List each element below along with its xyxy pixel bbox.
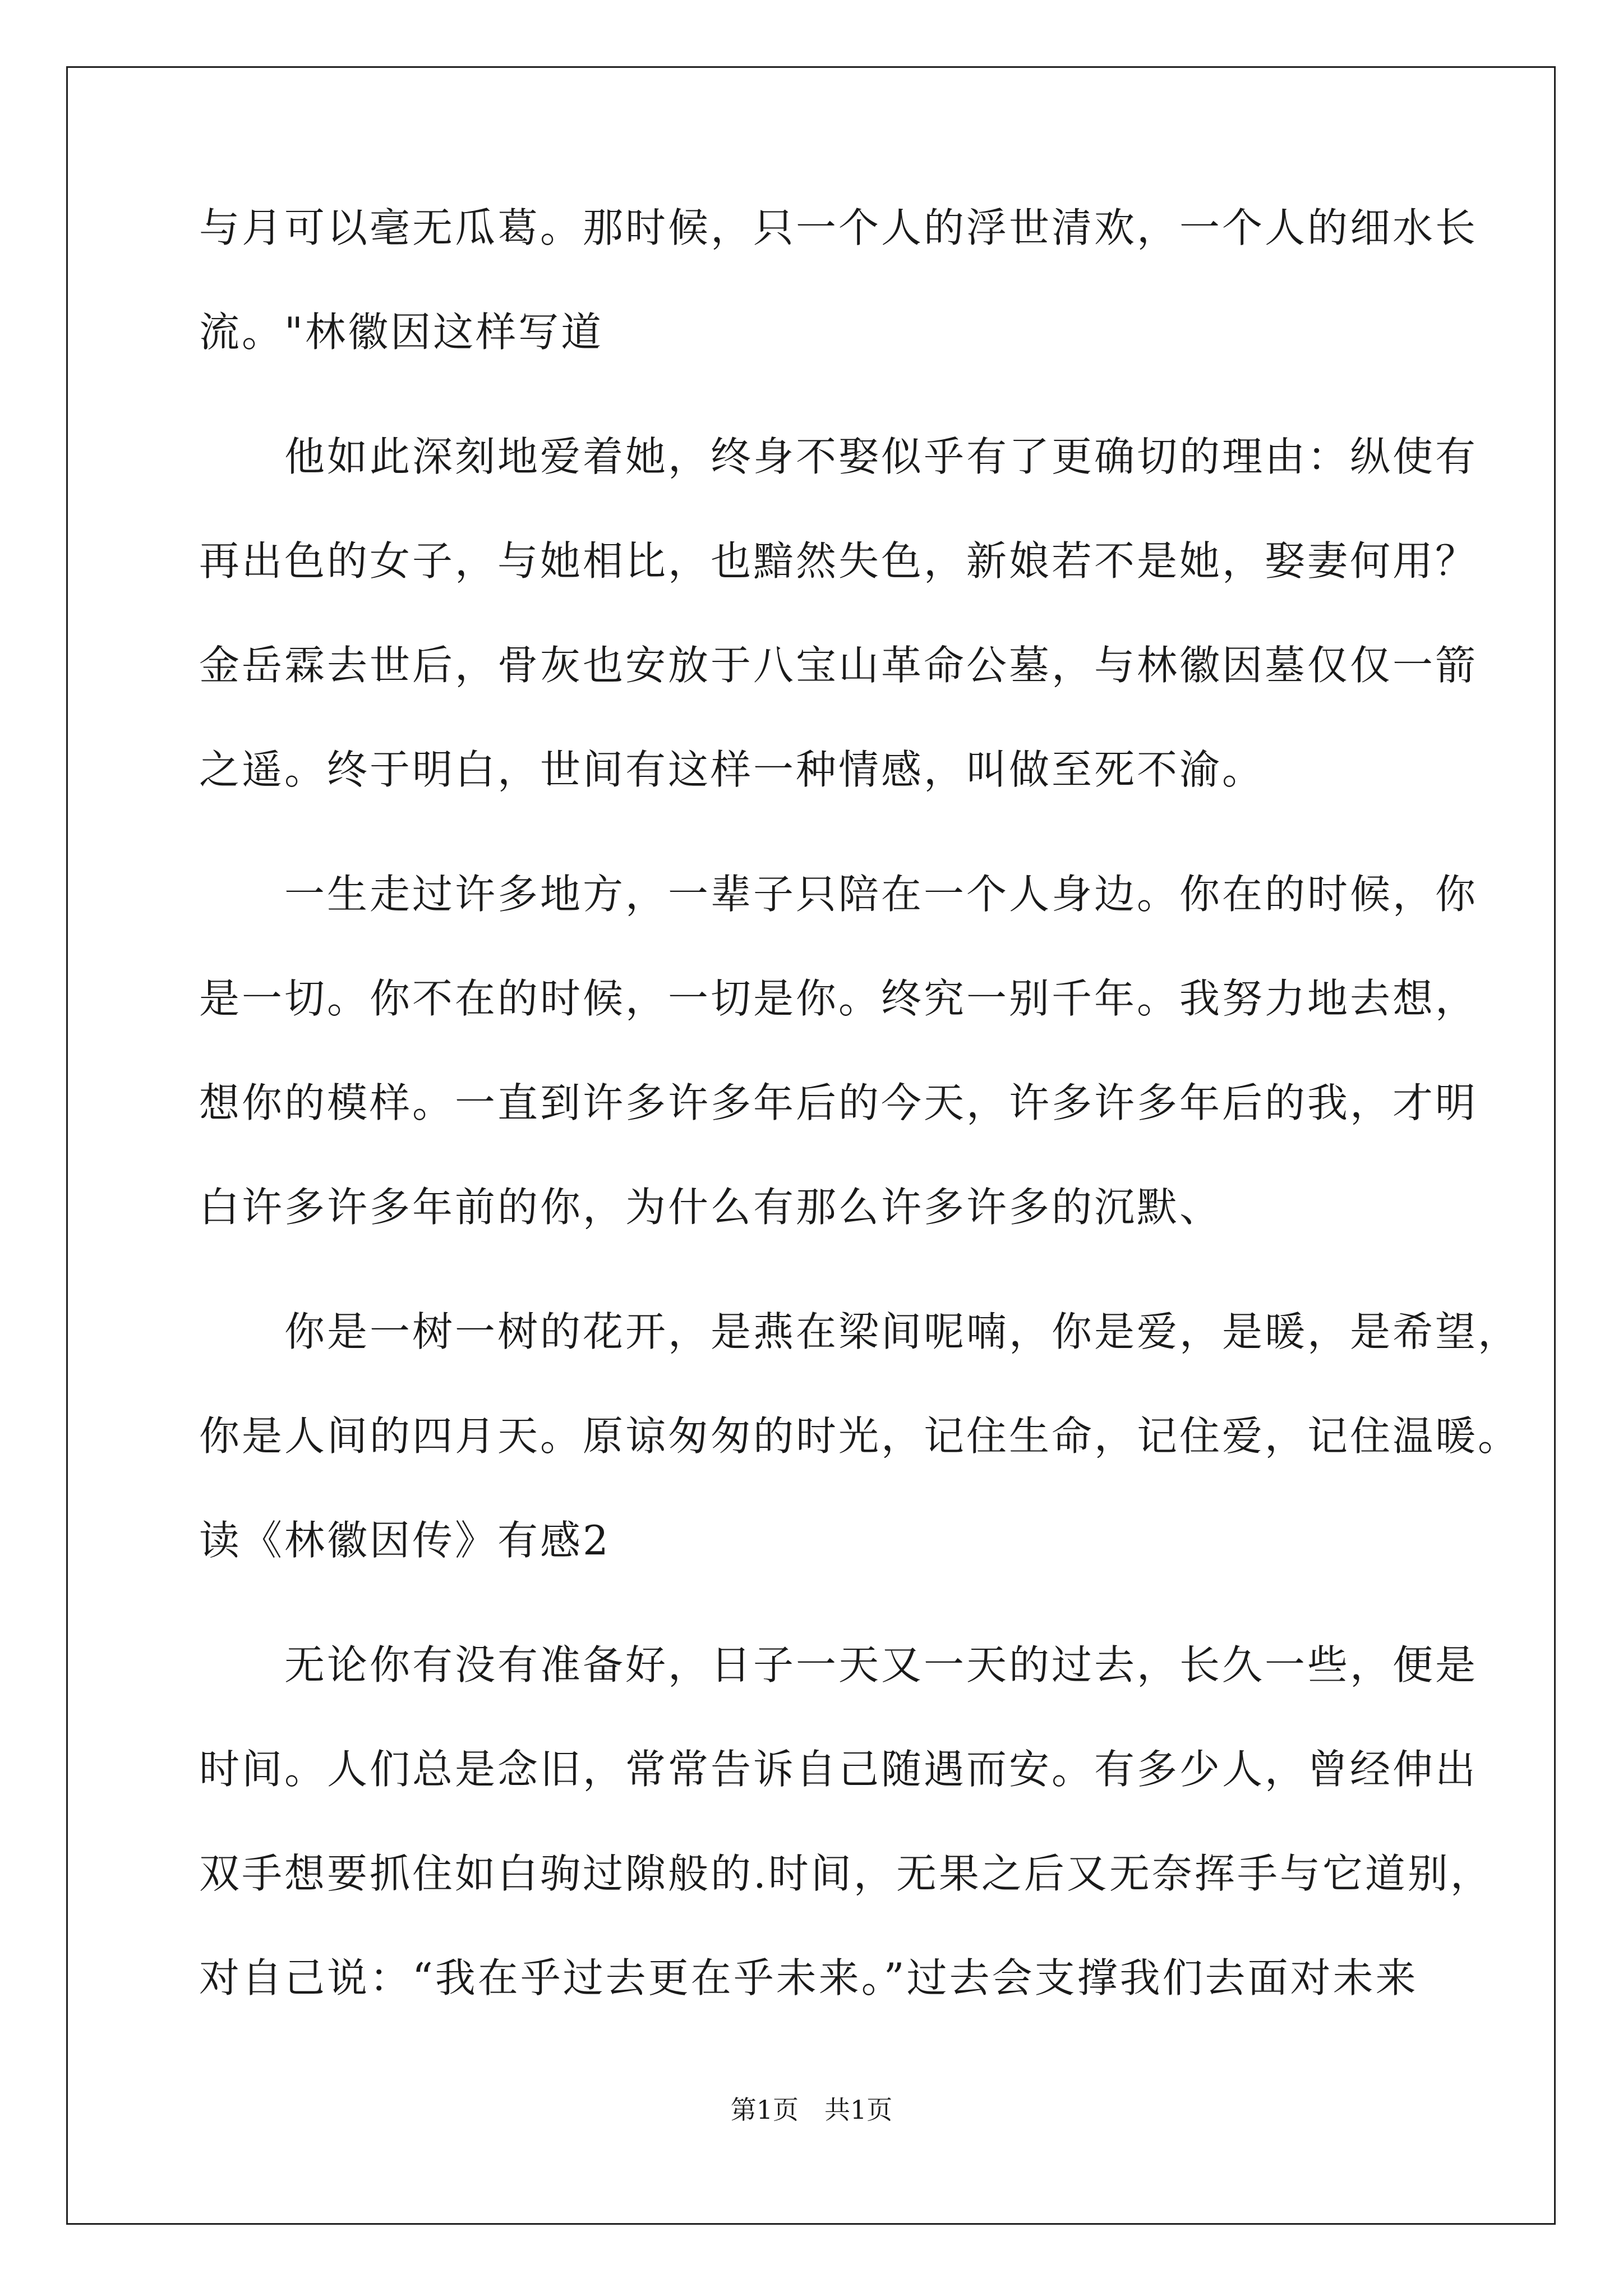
text-line: 时间。人们总是念旧，常常告诉自己随遇而安。有多少人，曾经伸出 [199, 1746, 1478, 1793]
text-line: 是一切。你不在的时候，一切是你。终究一别千年。我努力地去想， [199, 975, 1478, 1022]
text-line: 对自己说：“我在乎过去更在乎未来。”过去会支撑我们去面对未来 [199, 1954, 1418, 2001]
text-line: 他如此深刻地爱着她，终身不娶似乎有了更确切的理由：纵使有 [199, 433, 1478, 480]
text-line: 流。"林徽因这样写道 [199, 309, 604, 356]
text-line: 无论你有没有准备好，日子一天又一天的过去，长久一些，便是 [199, 1641, 1478, 1688]
text-line: 金岳霖去世后，骨灰也安放于八宝山革命公墓，与林徽因墓仅仅一箭 [199, 642, 1478, 689]
text-line: 你是一树一树的花开，是燕在梁间呢喃，你是爱，是暖，是希望， [199, 1308, 1521, 1355]
text-line: 想你的模样。一直到许多许多年后的今天，许多许多年后的我，才明 [199, 1079, 1478, 1126]
text-line: 你是人间的四月天。原谅匆匆的时光，记住生命，记住爱，记住温暖。 [199, 1412, 1521, 1460]
section-heading: 读《林徽因传》有感2 [199, 1517, 611, 1564]
text-line: 与月可以毫无瓜葛。那时候，只一个人的浮世清欢，一个人的细水长 [199, 204, 1478, 251]
text-line: 双手想要抓住如白驹过隙般的.时间，无果之后又无奈挥手与它道别， [199, 1850, 1493, 1897]
page-border [66, 66, 1556, 2225]
text-line: 一生走过许多地方，一辈子只陪在一个人身边。你在的时候，你 [199, 871, 1478, 918]
text-line: 之遥。终于明白，世间有这样一种情感，叫做至死不渝。 [199, 746, 1265, 793]
page-number-footer: 第1页 共1页 [730, 2095, 893, 2125]
text-line: 再出色的女子，与她相比，也黯然失色，新娘若不是她，娶妻何用？ [199, 537, 1478, 585]
text-line: 白许多许多年前的你，为什么有那么许多许多的沉默、 [199, 1184, 1223, 1231]
